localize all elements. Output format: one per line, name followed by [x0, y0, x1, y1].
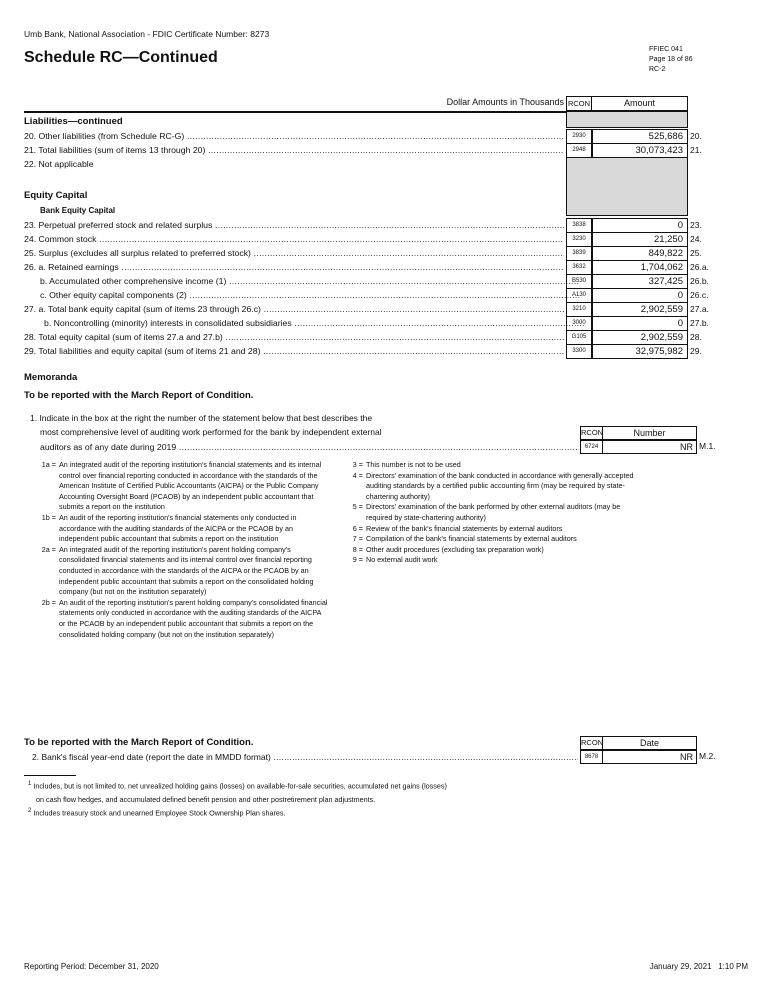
section-heading-liabilities: Liabilities—continued	[24, 116, 123, 127]
line-item-26a	[24, 260, 714, 275]
item-ref: 21.	[690, 145, 702, 155]
rcon-code: 6724	[580, 440, 603, 454]
line-item-26c	[24, 288, 714, 303]
rcon-code: B530	[566, 274, 592, 289]
code-9: 9 = No external audit work	[352, 555, 438, 565]
amount-field[interactable]: 327,425	[592, 274, 688, 289]
line-item-29	[24, 344, 714, 359]
item-ref: 29.	[690, 346, 702, 356]
dollar-amounts-label: Dollar Amounts in Thousands	[446, 97, 564, 107]
amount-field[interactable]: 0	[592, 288, 688, 303]
code-6: 6 = Review of the bank's financial statements by external auditors	[352, 523, 563, 533]
line-label: 23. Perpetual preferred stock and related surplus .....	[24, 218, 564, 233]
item-ref: 26.a.	[690, 262, 709, 272]
footnote-text-cont: on cash flow hedges, and accumulated defined benefit pension and other postretirement plan adjustments.	[36, 794, 376, 804]
amount-field[interactable]: 30,073,423	[592, 143, 688, 158]
audit-codes-left	[28, 460, 328, 640]
item-ref: 28.	[690, 332, 702, 342]
line-item-27b	[24, 316, 714, 331]
line-label: b. Noncontrolling (minority) interests in consolidated subsidiaries .....	[24, 316, 584, 331]
footnote-text: Includes, but is not limited to, net unrealized holding gains (losses) on available-for-sale securities, accumulated net gains (losses)	[33, 781, 447, 791]
item-ref: M.1.	[699, 441, 716, 451]
section-heading-memoranda: Memoranda	[24, 372, 78, 383]
amount-field[interactable]: 21,250	[592, 232, 688, 247]
reporting-period: Reporting Period: December 31, 2020	[24, 962, 159, 971]
amount-column-header: Amount	[591, 96, 688, 111]
line-label: c. Other equity capital components (2) .....	[24, 288, 580, 303]
line-item-20	[24, 129, 714, 144]
audit-codes-right	[343, 460, 638, 566]
m1-number-field[interactable]: NR	[602, 440, 697, 454]
rcon-code: 3632	[566, 260, 592, 275]
item-ref: 24.	[690, 234, 702, 244]
m2-date-header: Date	[602, 736, 697, 750]
item-ref: 27.a.	[690, 304, 709, 314]
line-label: 27. a. Total bank equity capital (sum of items 23 through 26.c) .....	[24, 302, 564, 317]
item-ref: 25.	[690, 248, 702, 258]
footnote-marker: 1	[28, 781, 32, 787]
line-item-28	[24, 330, 714, 345]
rcon-code: 3838	[566, 218, 592, 233]
rcon-code: 3230	[566, 232, 592, 247]
line-item-26b	[24, 274, 714, 289]
code-7: 7 = Compilation of the bank's financial statements by external auditors	[352, 534, 577, 544]
form-identifier	[649, 45, 693, 75]
item-ref: 27.b.	[690, 318, 709, 328]
march-report-note-2: To be reported with the March Report of Condition.	[24, 737, 254, 748]
page-number: Page 18 of 86	[649, 56, 693, 63]
line-label: 25. Surplus (excludes all surplus related to preferred stock) .....	[24, 246, 564, 261]
line-item-27a	[24, 302, 714, 317]
rcon-code: 8678	[580, 750, 603, 764]
page-title: Schedule RC—Continued	[24, 49, 218, 66]
m1-rcon-header: RCON	[580, 426, 603, 440]
bank-identifier: Umb Bank, National Association - FDIC Certificate Number: 8273	[24, 29, 270, 39]
memo-line: most comprehensive level of auditing work performed for the bank by independent external	[40, 426, 382, 437]
print-timestamp: January 29, 2021 1:10 PM	[649, 962, 748, 971]
amount-field[interactable]: 849,822	[592, 246, 688, 261]
line-label: 20. Other liabilities (from Schedule RC-G) .....	[24, 129, 564, 144]
footnote-text: Includes treasury stock and unearned Employee Stock Ownership Plan shares.	[33, 808, 286, 818]
rcon-code: A130	[566, 288, 592, 303]
line-label: b. Accumulated other comprehensive income (1) .....	[24, 274, 580, 289]
code-2a: 2a = An integrated audit of the reporting institution's parent holding company's consolidated financial statements and its internal control over financial reporting conducted in accordance with the standards of the AICPA or the PCAOB by an independent public accountant that submits a report on the consolidated holding company (but not on the institution separately)	[41, 544, 314, 597]
code-4: 4 = Directors' examination of the bank conducted in accordance with generally accepted auditing standards by a certified public accounting firm (may be required by state-chartering authority)	[352, 470, 634, 501]
item-ref: 23.	[690, 220, 702, 230]
item-ref: M.2.	[699, 751, 716, 761]
amount-field[interactable]: 525,686	[592, 129, 688, 144]
code-5: 5 = Directors' examination of the bank performed by other external auditors (may be required by state-chartering authority)	[352, 502, 621, 522]
amount-field[interactable]: 0	[592, 316, 688, 331]
shaded-cell	[566, 111, 688, 128]
rcon-code: G105	[566, 330, 592, 345]
line-item-25	[24, 246, 714, 261]
form-number: FFIEC 041	[649, 46, 683, 53]
m2-rcon-header: RCON	[580, 736, 603, 750]
line-label: 2. Bank's fiscal year-end date (report the date in MMDD format) .....	[32, 750, 578, 765]
line-label: 28. Total equity capital (sum of items 27.a and 27.b) .....	[24, 330, 564, 345]
march-report-note: To be reported with the March Report of Condition.	[24, 390, 254, 401]
line-item-24	[24, 232, 714, 247]
amount-field[interactable]: 2,902,559	[592, 330, 688, 345]
rcon-code: 3210	[566, 302, 592, 317]
rcon-code: 3839	[566, 246, 592, 261]
footnote-2	[28, 805, 285, 820]
item-ref: 20.	[690, 131, 702, 141]
item-ref: 26.b.	[690, 276, 709, 286]
footnote-1	[28, 778, 447, 806]
section-heading-equity: Equity Capital	[24, 190, 88, 201]
line-item-21	[24, 143, 714, 158]
line-label: 22. Not applicable	[24, 159, 94, 169]
rcon-code: 3000	[566, 316, 592, 331]
m1-number-header: Number	[602, 426, 697, 440]
memo-line: 1. Indicate in the box at the right the number of the statement below that best describes the	[30, 413, 373, 423]
line-label: auditors as of any date during 2019 .....	[40, 440, 579, 455]
line-label: 21. Total liabilities (sum of items 13 through 20) .....	[24, 143, 564, 158]
amount-field[interactable]: 1,704,062	[592, 260, 688, 275]
amount-field[interactable]: 32,975,982	[592, 344, 688, 359]
line-label: 29. Total liabilities and equity capital (sum of items 21 and 28) .....	[24, 344, 564, 359]
subsection-heading-bank-equity: Bank Equity Capital	[40, 206, 116, 215]
footnote-rule	[24, 775, 76, 776]
code-2b: 2b = An audit of the reporting institution's parent holding company's consolidated financial statements only conducted in accordance with the auditing standards of the AICPA or the PCAOB by an independent public accountant that submits a report on the consolidated holding company (but not on the institution separately)	[41, 597, 328, 639]
rcon-column-header: RCON	[566, 96, 592, 111]
rcon-code: 3300	[566, 344, 592, 359]
code-8: 8 = Other audit procedures (excluding tax preparation work)	[352, 544, 544, 554]
code-3: 3 = This number is not to be used	[352, 460, 461, 469]
item-ref: 26.c.	[690, 290, 709, 300]
footnote-marker: 2	[28, 808, 32, 814]
line-label: 26. a. Retained earnings .....	[24, 260, 564, 275]
m2-date-field[interactable]: NR	[602, 750, 697, 764]
line-label: 24. Common stock .....	[24, 232, 564, 247]
schedule-page: RC-2	[649, 66, 666, 73]
rcon-code: 2930	[566, 129, 592, 144]
line-item-23	[24, 218, 714, 233]
memo-item-1-text	[30, 412, 382, 439]
header-rule	[24, 111, 566, 113]
code-1a: 1a = An integrated audit of the reporting institution's financial statements and its internal control over financial reporting conducted in accordance with the standards of the American Institute of Certified Public Accountants (AICPA) or the Public Company Accounting Oversight Board (PCAOB) by an independent public accountant that submits a report on the institution	[41, 460, 322, 512]
amount-field[interactable]: 0	[592, 218, 688, 233]
line-item-22	[24, 157, 714, 172]
rcon-code: 2948	[566, 143, 592, 158]
code-1b: 1b = An audit of the reporting institution's financial statements only conducted in accordance with the auditing standards of the AICPA or the PCAOB by an independent public accountant that submits a report on the institution	[41, 512, 297, 544]
amount-field[interactable]: 2,902,559	[592, 302, 688, 317]
